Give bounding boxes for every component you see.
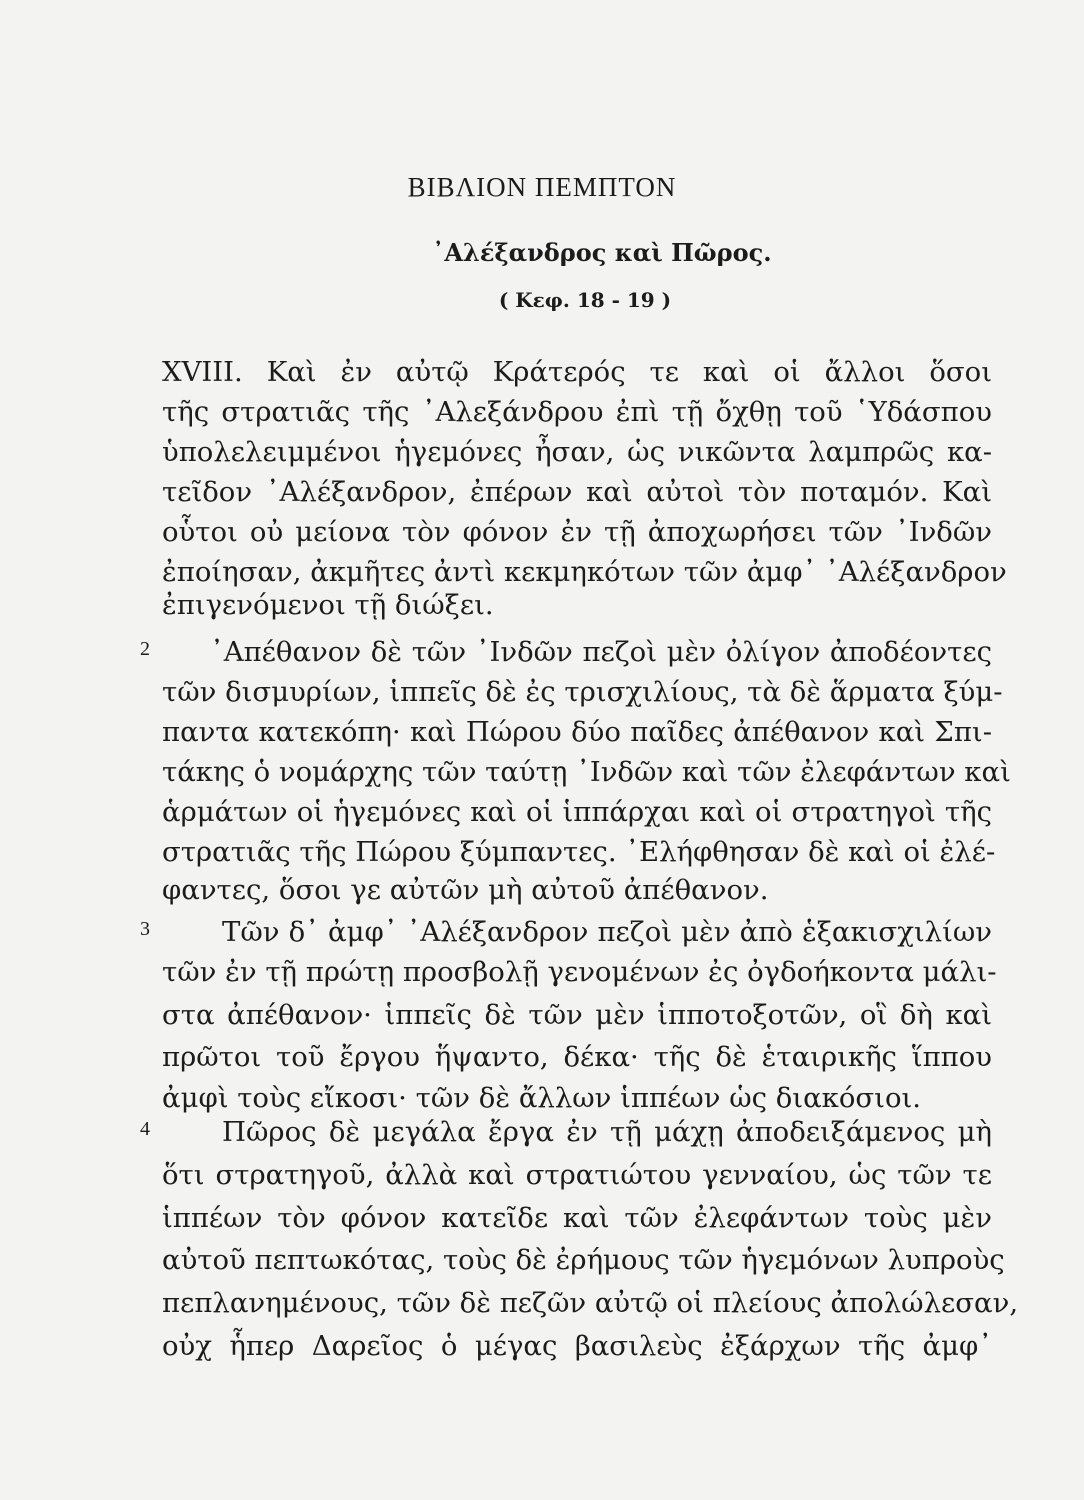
text-line: Πῶρος δὲ μεγάλα ἔργα ἐν τῇ μάχῃ ἀποδειξάμενος μὴ [222, 1116, 992, 1148]
text-line: οὗτοι οὐ μείονα τὸν φόνον ἐν τῇ ἀποχωρήσει τῶν ᾿Ινδῶν [162, 516, 992, 548]
text-line: Τῶν δ᾿ ἀμφ᾿ ᾿Αλέξανδρον πεζοὶ μὲν ἀπὸ ἑξακισχιλίων [222, 916, 992, 948]
text-line: XVIII. Καὶ ἐν αὐτῷ Κράτερός τε καὶ οἱ ἄλλοι ὅσοι [162, 356, 992, 388]
text-line: ᾿Απέθανον δὲ τῶν ᾿Ινδῶν πεζοὶ μὲν ὀλίγον ἀποδέοντες [210, 636, 992, 668]
text-line: παντα κατεκόπη· καὶ Πώρου δύο παῖδες ἀπέθανον καὶ Σπι- [162, 716, 992, 748]
text-line: στα ἀπέθανον· ἱππεῖς δὲ τῶν μὲν ἱπποτοξοτῶν, οἳ δὴ καὶ [162, 999, 992, 1031]
paragraph-number: 4 [140, 1118, 150, 1140]
text-line: πρῶτοι τοῦ ἔργου ἥψαντο, δέκα· τῆς δὲ ἑταιρικῆς ἵππου [162, 1041, 992, 1073]
text-line: ἀμφὶ τοὺς εἴκοσι· τῶν δὲ ἄλλων ἱππέων ὡς διακόσιοι. [162, 1082, 922, 1114]
text-line: πεπλανημένους, τῶν δὲ πεζῶν αὐτῷ οἱ πλείους ἀπολώλεσαν, [162, 1287, 1019, 1319]
text-line: φαντες, ὅσοι γε αὐτῶν μὴ αὐτοῦ ἀπέθανον. [162, 874, 769, 906]
text-line: τῶν ἐν τῇ πρώτῃ προσβολῇ γενομένων ἐς ὀγδοήκοντα μάλι- [162, 956, 997, 988]
text-line: ἱππέων τὸν φόνον κατεῖδε καὶ τῶν ἐλεφάντων τοὺς μὲν [162, 1202, 992, 1234]
text-line: αὐτοῦ πεπτωκότας, τοὺς δὲ ἐρήμους τῶν ἡγεμόνων λυπροὺς [162, 1244, 1005, 1276]
text-line: τῆς στρατιᾶς τῆς ᾿Αλεξάνδρου ἐπὶ τῇ ὄχθῃ τοῦ ῾Υδάσπου [162, 396, 992, 428]
chapter-reference: ( Κεφ. 18 - 19 ) [498, 288, 672, 312]
text-line: τάκης ὁ νομάρχης τῶν ταύτῃ ᾿Ινδῶν καὶ τῶν ἐλεφάντων καὶ [162, 756, 1011, 788]
text-line: ὅτι στρατηγοῦ, ἀλλὰ καὶ στρατιώτου γενναίου, ὡς τῶν τε [162, 1159, 992, 1191]
text-line: τῶν δισμυρίων, ἱππεῖς δὲ ἐς τρισχιλίους, τὰ δὲ ἅρματα ξύμ- [162, 676, 1003, 708]
book-title: ΒΙΒΛΙΟΝ ΠΕΜΠΤΟΝ [407, 172, 677, 202]
text-line: ὑπολελειμμένοι ἡγεμόνες ἦσαν, ὡς νικῶντα λαμπρῶς κα- [162, 436, 992, 468]
text-line: ἐποίησαν, ἀκμῆτες ἀντὶ κεκμηκότων τῶν ἀμφ᾿ ᾿Αλέξανδρον [162, 556, 1007, 588]
paragraph-number: 2 [140, 638, 150, 660]
section-title: ᾿Αλέξανδρος καὶ Πῶρος. [432, 238, 772, 267]
text-line: στρατιᾶς τῆς Πώρου ξύμπαντες. ᾿Ελήφθησαν δὲ καὶ οἱ ἐλέ- [162, 836, 996, 868]
text-line: ἐπιγενόμενοι τῇ διώξει. [162, 589, 494, 621]
text-line: ἁρμάτων οἱ ἡγεμόνες καὶ οἱ ἱππάρχαι καὶ οἱ στρατηγοὶ τῆς [162, 796, 992, 828]
paragraph-number: 3 [140, 918, 150, 940]
text-line: οὐχ ἧπερ Δαρεῖος ὁ μέγας βασιλεὺς ἐξάρχων τῆς ἀμφ᾿ [162, 1330, 992, 1362]
text-line: τεῖδον ᾿Αλέξανδρον, ἐπέρων καὶ αὐτοὶ τὸν ποταμόν. Καὶ [162, 476, 992, 508]
